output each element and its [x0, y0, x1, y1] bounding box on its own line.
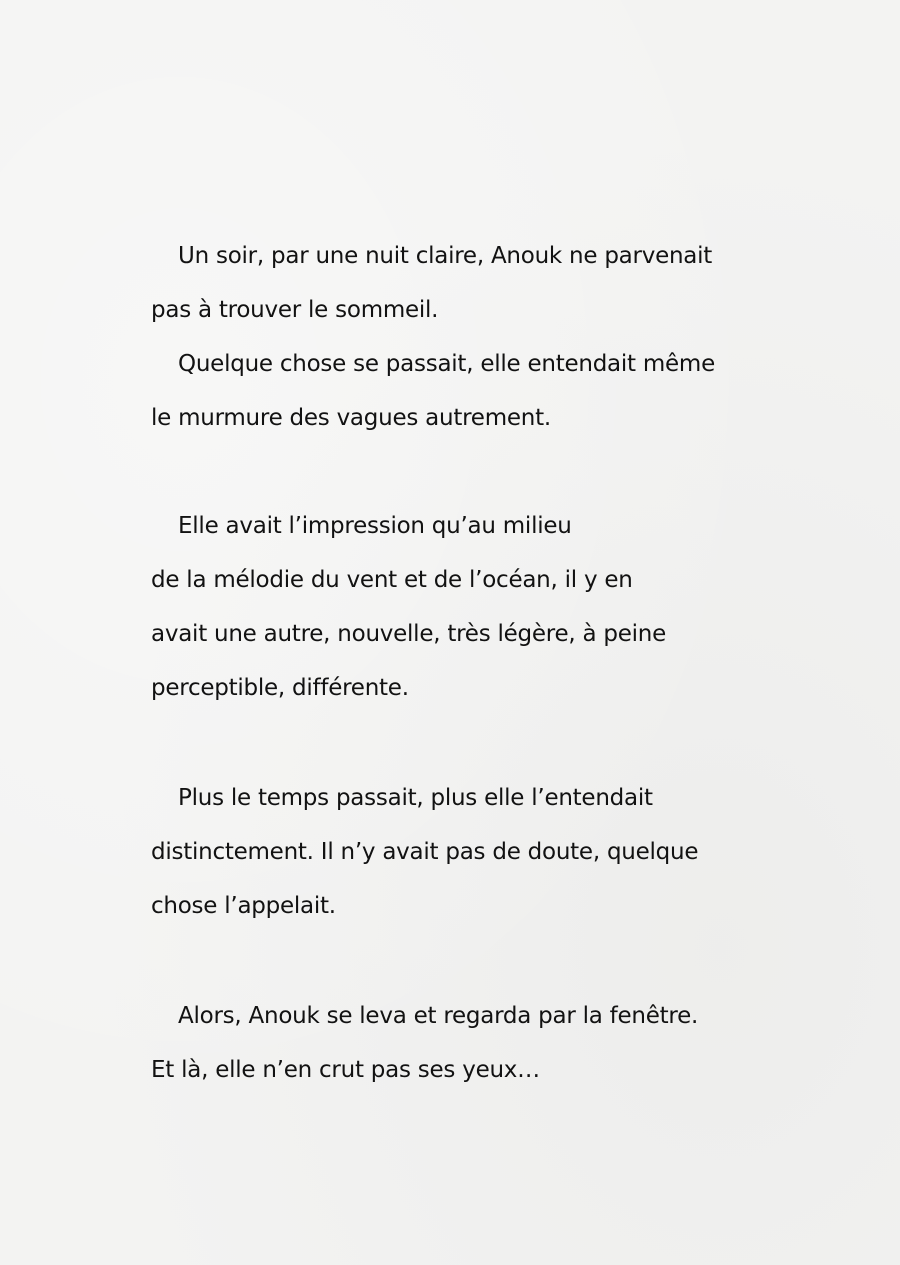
paragraph-3-line-1: Elle avait l’impression qu’au milieu — [178, 513, 572, 539]
paragraph-4-line-2: distinctement. Il n’y avait pas de doute, quelque — [151, 839, 699, 865]
paragraph-2-line-1: Quelque chose se passait, elle entendait même — [178, 351, 715, 377]
paragraph-3-line-4: perceptible, différente. — [151, 675, 409, 701]
paragraph-1-line-1: Un soir, par une nuit claire, Anouk ne parvenait — [178, 243, 713, 269]
paragraph-5-line-2: Et là, elle n’en crut pas ses yeux… — [151, 1057, 540, 1083]
paragraph-4-line-1: Plus le temps passait, plus elle l’entendait — [178, 785, 653, 811]
paragraph-3-line-2: de la mélodie du vent et de l’océan, il y en — [151, 567, 633, 593]
paragraph-2-line-2: le murmure des vagues autrement. — [151, 405, 551, 431]
paragraph-1-line-2: pas à trouver le sommeil. — [151, 297, 439, 323]
paragraph-4-line-3: chose l’appelait. — [151, 893, 336, 919]
paragraph-5-line-1: Alors, Anouk se leva et regarda par la fenêtre. — [178, 1003, 699, 1029]
paragraph-3-line-3: avait une autre, nouvelle, très légère, à peine — [151, 621, 667, 647]
